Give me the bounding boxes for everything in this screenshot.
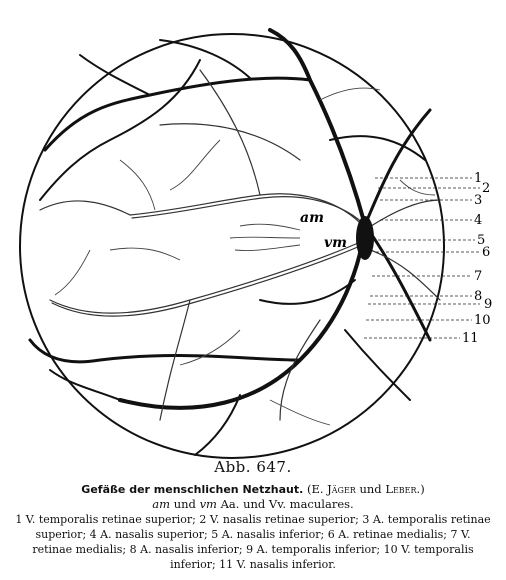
caption — [0, 458, 506, 572]
callout-11: 11 — [462, 331, 479, 346]
author-jaeger: Jäger — [327, 482, 356, 496]
callout-8: 8 — [474, 289, 483, 304]
figure-number: Abb. 647. — [214, 458, 292, 476]
figure-legend: 1 V. temporalis retinae superior; 2 V. nasalis retinae superior; 3 A. temporalis retinae superior; 4 A. nasalis superior; 5 A. nasalis inferior; 6 A. retinae medialis; 7 V. retinae medialis; 8 A. nasalis inferior; 9 A. temporalis inferior; 10 V. temporalis inferior; 11 V. nasalis inferior. — [15, 513, 491, 571]
callout-10: 10 — [474, 313, 491, 328]
callout-7: 7 — [474, 269, 483, 284]
label-vm: vm — [324, 235, 347, 251]
title-credit-open: (E. — [303, 482, 328, 496]
callout-4: 4 — [474, 213, 483, 228]
title-main: Gefäße der menschlichen Netzhaut. — [81, 483, 304, 496]
title-und: und — [355, 482, 386, 496]
figure-title — [0, 482, 506, 497]
callout-2: 2 — [482, 181, 491, 196]
label-am: am — [300, 210, 324, 226]
callout-1: 1 — [474, 171, 483, 186]
callout-5: 5 — [477, 233, 486, 248]
callout-6: 6 — [482, 245, 491, 260]
sub-vm: vm — [199, 497, 217, 511]
callout-3: 3 — [474, 193, 483, 208]
sub-rest: Aa. und Vv. maculares. — [216, 497, 354, 511]
title-credit-close: .) — [416, 482, 425, 496]
sub-und: und — [170, 497, 200, 511]
author-leber: Leber — [385, 482, 417, 496]
callout-9: 9 — [484, 297, 493, 312]
optic-disc — [356, 216, 374, 260]
figure-subtitle — [0, 497, 506, 512]
sub-am: am — [152, 497, 171, 511]
